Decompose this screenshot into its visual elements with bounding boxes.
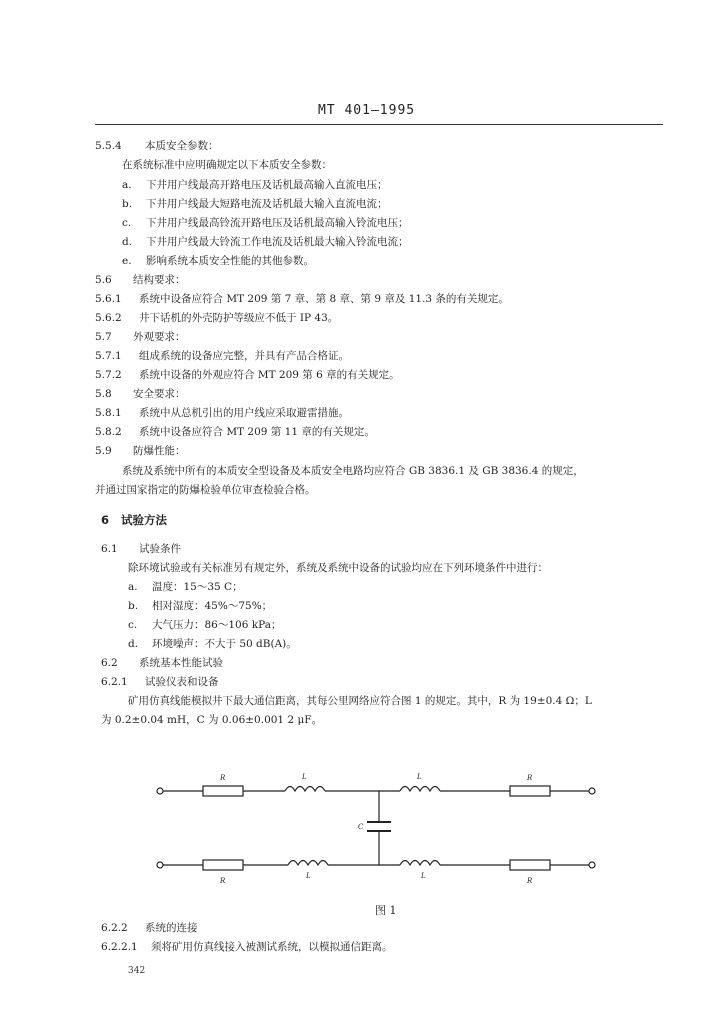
label-r: R <box>527 877 533 885</box>
clause-text: 试验仪表和设备 <box>145 676 219 688</box>
clause-text: 井下话机的外壳防护等级应不低于 IP 43。 <box>139 312 339 324</box>
clause-text: 系统中从总机引出的用户线应采取避雷措施。 <box>139 407 349 419</box>
list-label: b. <box>128 600 139 612</box>
clause-text: 系统中设备应符合 MT 209 第 7 章、第 8 章、第 9 章及 11.3 条的有关规定。 <box>139 293 509 305</box>
list-text: 下井用户线最高开路电压及话机最高输入直流电压； <box>146 179 388 191</box>
terminal <box>589 862 595 868</box>
clause-text: 防爆性能： <box>133 445 186 457</box>
label-c: C <box>358 823 364 831</box>
list-label: a. <box>122 179 132 191</box>
clause-text: 组成系统的设备应完整，并具有产品合格证。 <box>139 350 349 362</box>
clause-text: 试验条件 <box>139 543 181 555</box>
paragraph: 在系统标准中应明确规定以下本质安全参数： <box>122 159 332 171</box>
clause-number: 6.1 <box>101 543 118 555</box>
list-label: a. <box>128 581 138 593</box>
clause-number: 6.2.2 <box>101 922 128 934</box>
clause-number: 5.8.1 <box>95 407 122 419</box>
clause-number: 6.2.1 <box>101 676 128 688</box>
list-text: 温度：15～35 C； <box>152 581 243 593</box>
clause-text: 外观要求： <box>133 331 186 343</box>
label-l: L <box>306 872 311 880</box>
clause-text: 安全要求： <box>133 388 186 400</box>
resistor-top-right <box>510 786 550 796</box>
resistor-top-left <box>203 786 243 796</box>
clause-text: 本质安全参数： <box>145 140 219 152</box>
clause-text: 系统中设备的外观应符合 MT 209 第 6 章的有关规定。 <box>139 369 400 381</box>
terminal <box>157 788 163 794</box>
paragraph: 矿用仿真线能模拟井下最大通信距离，其每公里网络应符合图 1 的规定。其中，R 为 19±0.4 Ω；L <box>128 695 592 707</box>
clause-6-2-2 <box>101 921 198 935</box>
label-r: R <box>220 774 226 782</box>
clause-text: 结构要求： <box>133 274 186 286</box>
list-text: 下井用户线最大铃流工作电流及话机最大输入铃流电流； <box>146 236 409 248</box>
list-text: 大气压力：86～106 kPa； <box>152 619 282 631</box>
terminal <box>157 862 163 868</box>
clause-number: 5.8 <box>95 388 112 400</box>
clause-number: 5.7.2 <box>95 369 122 381</box>
clause-number: 5.7.1 <box>95 350 122 362</box>
list-label: d. <box>128 638 139 650</box>
paragraph: 系统及系统中所有的本质安全型设备及本质安全电路均应符合 GB 3836.1 及 GB 3836.4 的规定， <box>122 465 584 477</box>
paragraph-continuation: 为 0.2±0.04 mH，C 为 0.06±0.001 2 μF。 <box>101 714 323 726</box>
section-number: 6 <box>101 513 110 527</box>
list-text: 下井用户线最大短路电流及话机最大输入直流电流； <box>146 198 388 210</box>
list-text: 下井用户线最高铃流开路电压及话机最高输入铃流电压； <box>146 217 409 229</box>
resistor-bottom-left <box>203 860 243 870</box>
list-label: b. <box>122 198 133 210</box>
list-label: c. <box>122 217 132 229</box>
paragraph: 除环境试验或有关标准另有规定外，系统及系统中设备的试验均应在下列环境条件中进行： <box>128 562 548 574</box>
clause-6-2-2-1 <box>101 940 393 954</box>
label-l: L <box>417 773 422 781</box>
list-label: e. <box>122 255 132 267</box>
list-text: 环境噪声：不大于 50 dB(A)。 <box>152 638 297 650</box>
resistor-bottom-right <box>510 860 550 870</box>
clause-number: 5.6.1 <box>95 293 122 305</box>
inductor-top-right <box>400 787 440 792</box>
inductor-top-left <box>285 787 325 792</box>
clause-number: 5.6 <box>95 274 112 286</box>
label-r: R <box>220 877 226 885</box>
clause-number: 5.5.4 <box>95 140 122 152</box>
figure-caption: 图 1 <box>375 904 397 917</box>
terminal <box>589 788 595 794</box>
section-title: 试验方法 <box>121 513 167 527</box>
label-r: R <box>527 774 533 782</box>
clause-text: 系统的连接 <box>145 922 198 934</box>
inductor-bottom-right <box>400 861 440 866</box>
clause-text: 须将矿用仿真线接入被测试系统，以模拟通信距离。 <box>151 941 393 953</box>
clause-text: 系统基本性能试验 <box>139 657 223 669</box>
list-label: c. <box>128 619 138 631</box>
standard-header: MT 401—1995 <box>318 103 416 118</box>
label-l: L <box>302 773 307 781</box>
list-text: 影响系统本质安全性能的其他参数。 <box>146 255 314 267</box>
list-text: 相对湿度：45%～75%； <box>152 600 273 612</box>
label-l: L <box>421 872 426 880</box>
inductor-bottom-left <box>288 861 328 866</box>
clause-number: 5.9 <box>95 445 112 457</box>
clause-number: 5.7 <box>95 331 112 343</box>
clause-number: 5.6.2 <box>95 312 122 324</box>
clause-text: 系统中设备应符合 MT 209 第 11 章的有关规定。 <box>139 426 375 438</box>
paragraph-continuation: 并通过国家指定的防爆检验单位审查检验合格。 <box>95 484 316 496</box>
list-label: d. <box>122 236 133 248</box>
clause-number: 6.2 <box>101 657 118 669</box>
page-number: 342 <box>128 966 146 976</box>
clause-number: 6.2.2.1 <box>101 941 138 953</box>
clause-number: 5.8.2 <box>95 426 122 438</box>
